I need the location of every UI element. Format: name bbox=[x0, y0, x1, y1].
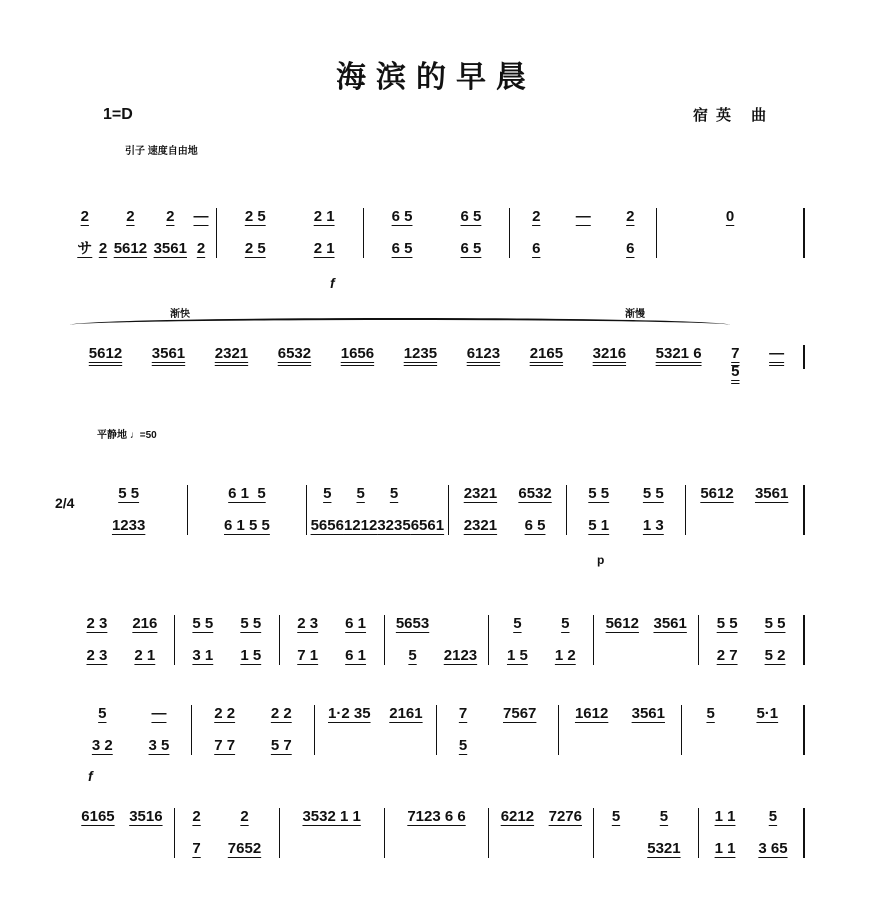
note-group bbox=[593, 345, 626, 369]
lower-voice-notes: 1 1 bbox=[714, 840, 736, 857]
upper-voice-notes: 6 1 5 bbox=[228, 485, 266, 502]
lower-voice-notes: 6 bbox=[626, 240, 635, 257]
lower-voice-notes: 3235 bbox=[377, 517, 411, 534]
upper-voice-notes: 2 2 bbox=[270, 705, 292, 722]
upper-voice-notes: 7123 6 6 bbox=[407, 808, 466, 825]
score-title: 海滨的早晨 bbox=[336, 60, 536, 95]
upper-voice-notes: 3561 bbox=[151, 345, 186, 362]
note-group bbox=[404, 345, 437, 369]
lower-voice-notes: 2 1 bbox=[134, 647, 156, 664]
note-group bbox=[99, 208, 107, 258]
lower-voice-notes: 2 bbox=[196, 240, 206, 257]
measure bbox=[70, 808, 175, 858]
upper-voice-notes: 1·2 35 bbox=[328, 705, 371, 722]
measure bbox=[385, 808, 490, 858]
lower-voice-notes: 5 bbox=[458, 737, 468, 754]
note-group bbox=[626, 208, 634, 258]
measure bbox=[70, 208, 217, 258]
upper-voice-notes: 7 bbox=[458, 705, 468, 722]
measure bbox=[489, 615, 594, 665]
upper-voice-notes: 5 5 bbox=[716, 615, 738, 632]
note-group bbox=[461, 208, 482, 258]
upper-voice-notes: 6 5 bbox=[460, 208, 482, 225]
upper-voice-notes: 2 bbox=[166, 208, 175, 225]
note-group bbox=[311, 485, 344, 535]
upper-voice-notes: 2 5 bbox=[244, 208, 266, 225]
upper-voice-notes: 5653 bbox=[395, 615, 430, 632]
upper-voice-notes: 7567 bbox=[503, 705, 537, 722]
lower-voice-notes: 5612 bbox=[113, 240, 148, 257]
upper-voice-notes: 6212 bbox=[500, 808, 535, 825]
note-group bbox=[717, 615, 738, 665]
note-group bbox=[396, 615, 429, 665]
note-group bbox=[411, 485, 444, 535]
upper-voice-notes: 5·1 bbox=[756, 705, 779, 722]
lower-voice-notes: 2 3 bbox=[86, 647, 108, 664]
note-group bbox=[555, 615, 576, 665]
note-group bbox=[112, 485, 145, 535]
lower-voice-notes: 1 2 bbox=[554, 647, 576, 664]
note-group bbox=[467, 345, 500, 369]
note-group bbox=[114, 208, 147, 258]
upper-voice-notes: 1235 bbox=[403, 345, 438, 362]
note-group bbox=[314, 208, 335, 258]
lower-voice-notes: 1 3 bbox=[642, 517, 664, 534]
measure bbox=[699, 808, 805, 858]
note-group bbox=[503, 705, 536, 755]
upper-voice-notes: 2321 bbox=[214, 345, 249, 362]
time-signature: 2/4 bbox=[55, 495, 75, 511]
upper-voice-notes: 2 1 bbox=[313, 208, 335, 225]
lower-voice-notes: 1 5 bbox=[506, 647, 528, 664]
measure bbox=[657, 208, 805, 258]
upper-voice-notes: 5612 bbox=[88, 345, 123, 362]
note-group bbox=[656, 345, 702, 369]
upper-voice-notes: 5 5 bbox=[240, 615, 262, 632]
upper-voice-notes: — bbox=[769, 345, 785, 362]
measure bbox=[70, 345, 805, 380]
upper-voice-notes: 3561 bbox=[754, 485, 789, 502]
lower-voice-notes: サ bbox=[77, 240, 93, 257]
measure bbox=[699, 615, 805, 665]
note-group bbox=[77, 208, 92, 258]
lower-voice-notes: 5 bbox=[731, 363, 740, 380]
upper-voice-notes: 3532 1 1 bbox=[302, 808, 361, 825]
upper-voice-notes: 6 1 bbox=[345, 615, 367, 632]
lower-voice-notes: 5656 bbox=[310, 517, 344, 534]
note-group bbox=[154, 208, 187, 258]
upper-voice-notes: 5321 6 bbox=[655, 345, 702, 362]
upper-voice-notes: 2 bbox=[192, 808, 201, 825]
score-line bbox=[70, 485, 805, 535]
upper-voice-notes: 3561 bbox=[631, 705, 665, 722]
measure bbox=[385, 615, 490, 665]
upper-voice-notes: 1612 bbox=[574, 705, 609, 722]
note-group bbox=[756, 705, 778, 755]
lower-voice-notes: 5 2 bbox=[764, 647, 786, 664]
score-line bbox=[70, 615, 805, 665]
note-group bbox=[194, 208, 209, 258]
note-group bbox=[444, 615, 477, 665]
lower-voice-notes: 1212 bbox=[343, 517, 378, 534]
note-group bbox=[758, 808, 787, 858]
lower-voice-notes: 3 5 bbox=[148, 737, 170, 754]
lower-voice-notes: 2 5 bbox=[244, 240, 266, 257]
note-group bbox=[81, 808, 114, 858]
note-group bbox=[89, 345, 122, 369]
tempo-marking: 平静地 ♩=50 bbox=[97, 430, 157, 441]
measure bbox=[280, 808, 385, 858]
measure bbox=[70, 615, 175, 665]
measure bbox=[280, 615, 385, 665]
upper-voice-notes: 2 bbox=[126, 208, 135, 225]
upper-voice-notes: 3516 bbox=[129, 808, 163, 825]
lower-voice-notes: 2 bbox=[98, 240, 108, 257]
note-group bbox=[612, 808, 620, 858]
note-group bbox=[588, 485, 609, 535]
note-group bbox=[549, 808, 582, 858]
upper-voice-notes: 1 1 bbox=[714, 808, 736, 825]
upper-voice-notes: 2 3 bbox=[86, 615, 108, 632]
lower-voice-notes: 5 7 bbox=[270, 737, 292, 754]
note-group bbox=[132, 615, 157, 665]
note-group bbox=[192, 808, 200, 858]
upper-voice-notes: 5612 bbox=[700, 485, 734, 502]
key-signature: 1=D bbox=[103, 106, 133, 123]
note-group bbox=[389, 705, 422, 755]
note-group bbox=[647, 808, 680, 858]
lower-voice-notes: 5 1 bbox=[588, 517, 610, 534]
lower-voice-notes: 2 1 bbox=[313, 240, 335, 257]
upper-voice-notes: 5 bbox=[98, 705, 107, 722]
upper-voice-notes: 6 5 bbox=[391, 208, 413, 225]
upper-voice-notes: 5 5 bbox=[192, 615, 214, 632]
score-line bbox=[70, 808, 805, 858]
note-group bbox=[731, 345, 740, 380]
measure bbox=[175, 808, 280, 858]
lower-voice-notes: 2 7 bbox=[716, 647, 738, 664]
note-group bbox=[726, 208, 734, 258]
lower-voice-notes: 1 5 bbox=[240, 647, 262, 664]
note-group bbox=[328, 705, 371, 755]
measure bbox=[594, 615, 699, 665]
note-group bbox=[700, 485, 733, 535]
lower-voice-notes: 6 5 bbox=[391, 240, 413, 257]
upper-voice-notes: 5 bbox=[389, 485, 399, 502]
lower-voice-notes: 5321 bbox=[647, 840, 681, 857]
upper-voice-notes: 216 bbox=[132, 615, 158, 632]
dynamic-p: p bbox=[597, 553, 605, 567]
lower-voice-notes: 5 bbox=[408, 647, 417, 664]
upper-voice-notes: 5 5 bbox=[642, 485, 664, 502]
composer: 宿英 曲 bbox=[693, 107, 775, 124]
upper-voice-notes: 5 bbox=[356, 485, 365, 502]
measure bbox=[307, 485, 450, 535]
note-group bbox=[501, 808, 534, 858]
lower-voice-notes: 2123 bbox=[443, 647, 478, 664]
dynamic-f: f bbox=[88, 768, 93, 784]
note-group bbox=[769, 345, 784, 369]
note-group bbox=[530, 345, 563, 369]
upper-voice-notes: 5 bbox=[768, 808, 778, 825]
note-group bbox=[302, 808, 360, 858]
score-line bbox=[70, 705, 805, 755]
note-group bbox=[532, 208, 540, 258]
upper-voice-notes: 5 bbox=[513, 615, 522, 632]
upper-voice-notes: 2 bbox=[626, 208, 635, 225]
measure bbox=[510, 208, 657, 258]
note-group bbox=[92, 705, 113, 755]
accel-marking: 渐快 bbox=[170, 309, 190, 320]
measure bbox=[192, 705, 314, 755]
note-group bbox=[575, 705, 608, 755]
note-group bbox=[345, 615, 366, 665]
note-group bbox=[576, 208, 591, 258]
note-group bbox=[706, 705, 714, 755]
lower-voice-notes: 2321 bbox=[463, 517, 498, 534]
upper-voice-notes: 5 5 bbox=[588, 485, 610, 502]
upper-voice-notes: 5612 bbox=[605, 615, 639, 632]
note-group bbox=[377, 485, 410, 535]
lower-voice-notes: 7 1 bbox=[297, 647, 319, 664]
lower-voice-notes: 3561 bbox=[153, 240, 187, 257]
note-group bbox=[228, 808, 261, 858]
measure bbox=[437, 705, 559, 755]
upper-voice-notes: 6123 bbox=[466, 345, 501, 362]
note-group bbox=[245, 208, 266, 258]
upper-voice-notes: 5 bbox=[323, 485, 332, 502]
note-group bbox=[715, 808, 736, 858]
upper-voice-notes: 5 5 bbox=[764, 615, 786, 632]
phrase-slur bbox=[70, 318, 730, 332]
upper-voice-notes: 0 bbox=[725, 208, 735, 225]
upper-voice-notes: 3216 bbox=[592, 345, 627, 362]
note-group bbox=[278, 345, 311, 369]
note-group bbox=[214, 705, 235, 755]
lower-voice-notes: 7652 bbox=[227, 840, 262, 857]
note-group bbox=[224, 485, 270, 535]
note-group bbox=[86, 615, 107, 665]
upper-voice-notes: 6532 bbox=[518, 485, 552, 502]
upper-voice-notes: 2 2 bbox=[214, 705, 236, 722]
upper-voice-notes: 2161 bbox=[389, 705, 423, 722]
note-group bbox=[653, 615, 686, 665]
measure bbox=[682, 705, 805, 755]
lower-voice-notes: 6 5 bbox=[460, 240, 482, 257]
note-group bbox=[192, 615, 213, 665]
lower-voice-notes: 3 2 bbox=[91, 737, 113, 754]
lower-voice-notes: 7 7 bbox=[214, 737, 236, 754]
measure bbox=[594, 808, 699, 858]
note-group bbox=[129, 808, 162, 858]
note-group bbox=[215, 345, 248, 369]
upper-voice-notes: — bbox=[193, 208, 209, 225]
note-group bbox=[464, 485, 497, 535]
note-group bbox=[459, 705, 467, 755]
upper-voice-notes: — bbox=[151, 705, 167, 722]
note-group bbox=[755, 485, 788, 535]
note-group bbox=[518, 485, 551, 535]
note-group bbox=[765, 615, 786, 665]
note-group bbox=[240, 615, 261, 665]
note-group bbox=[507, 615, 528, 665]
lower-voice-notes: 3 65 bbox=[758, 840, 788, 857]
measure bbox=[559, 705, 681, 755]
upper-voice-notes: 2165 bbox=[529, 345, 564, 362]
lower-voice-notes: 3 1 bbox=[192, 647, 214, 664]
lower-voice-notes: 7 bbox=[192, 840, 201, 857]
note-group bbox=[341, 345, 374, 369]
dynamic-f: f bbox=[330, 275, 335, 291]
upper-voice-notes: 1656 bbox=[340, 345, 375, 362]
measure bbox=[364, 208, 511, 258]
lower-voice-notes: 6 1 bbox=[345, 647, 367, 664]
measure bbox=[217, 208, 364, 258]
measure bbox=[70, 705, 192, 755]
note-group bbox=[606, 615, 639, 665]
note-group bbox=[392, 208, 413, 258]
measure bbox=[70, 485, 188, 535]
lower-voice-notes: 6561 bbox=[410, 517, 445, 534]
upper-voice-notes: 7276 bbox=[548, 808, 582, 825]
measure bbox=[567, 485, 685, 535]
upper-voice-notes: 7 bbox=[731, 345, 740, 362]
measure bbox=[188, 485, 306, 535]
upper-voice-notes: 5 bbox=[659, 808, 669, 825]
measure bbox=[175, 615, 280, 665]
lower-voice-notes: 6 bbox=[532, 240, 541, 257]
upper-voice-notes: 5 5 bbox=[118, 485, 140, 502]
rit-marking: 渐慢 bbox=[625, 309, 645, 320]
intro-marking: 引子 速度自由地 bbox=[125, 146, 198, 157]
upper-voice-notes: 2 bbox=[80, 208, 89, 225]
upper-voice-notes: 2 bbox=[532, 208, 541, 225]
upper-voice-notes: 3561 bbox=[653, 615, 687, 632]
score-line bbox=[70, 208, 805, 258]
upper-voice-notes: 5 bbox=[561, 615, 570, 632]
upper-voice-notes: 5 bbox=[706, 705, 715, 722]
note-group bbox=[643, 485, 664, 535]
lower-voice-notes: 6 5 bbox=[524, 517, 546, 534]
measure bbox=[489, 808, 594, 858]
upper-voice-notes: 6532 bbox=[277, 345, 312, 362]
upper-voice-notes: 6165 bbox=[81, 808, 115, 825]
measure bbox=[686, 485, 805, 535]
upper-voice-notes: 5 bbox=[611, 808, 621, 825]
lower-voice-notes: 1233 bbox=[111, 517, 146, 534]
lower-voice-notes: 6 1 5 5 bbox=[224, 517, 270, 534]
upper-voice-notes: 2321 bbox=[463, 485, 498, 502]
note-group bbox=[344, 485, 377, 535]
measure bbox=[449, 485, 567, 535]
note-group bbox=[271, 705, 292, 755]
note-group bbox=[297, 615, 318, 665]
note-group bbox=[152, 345, 185, 369]
upper-voice-notes: 2 3 bbox=[297, 615, 319, 632]
note-group bbox=[632, 705, 665, 755]
measure bbox=[315, 705, 437, 755]
note-group bbox=[149, 705, 170, 755]
upper-voice-notes: 2 bbox=[240, 808, 249, 825]
score-line bbox=[70, 345, 805, 380]
upper-voice-notes: — bbox=[575, 208, 591, 225]
note-group bbox=[407, 808, 465, 858]
